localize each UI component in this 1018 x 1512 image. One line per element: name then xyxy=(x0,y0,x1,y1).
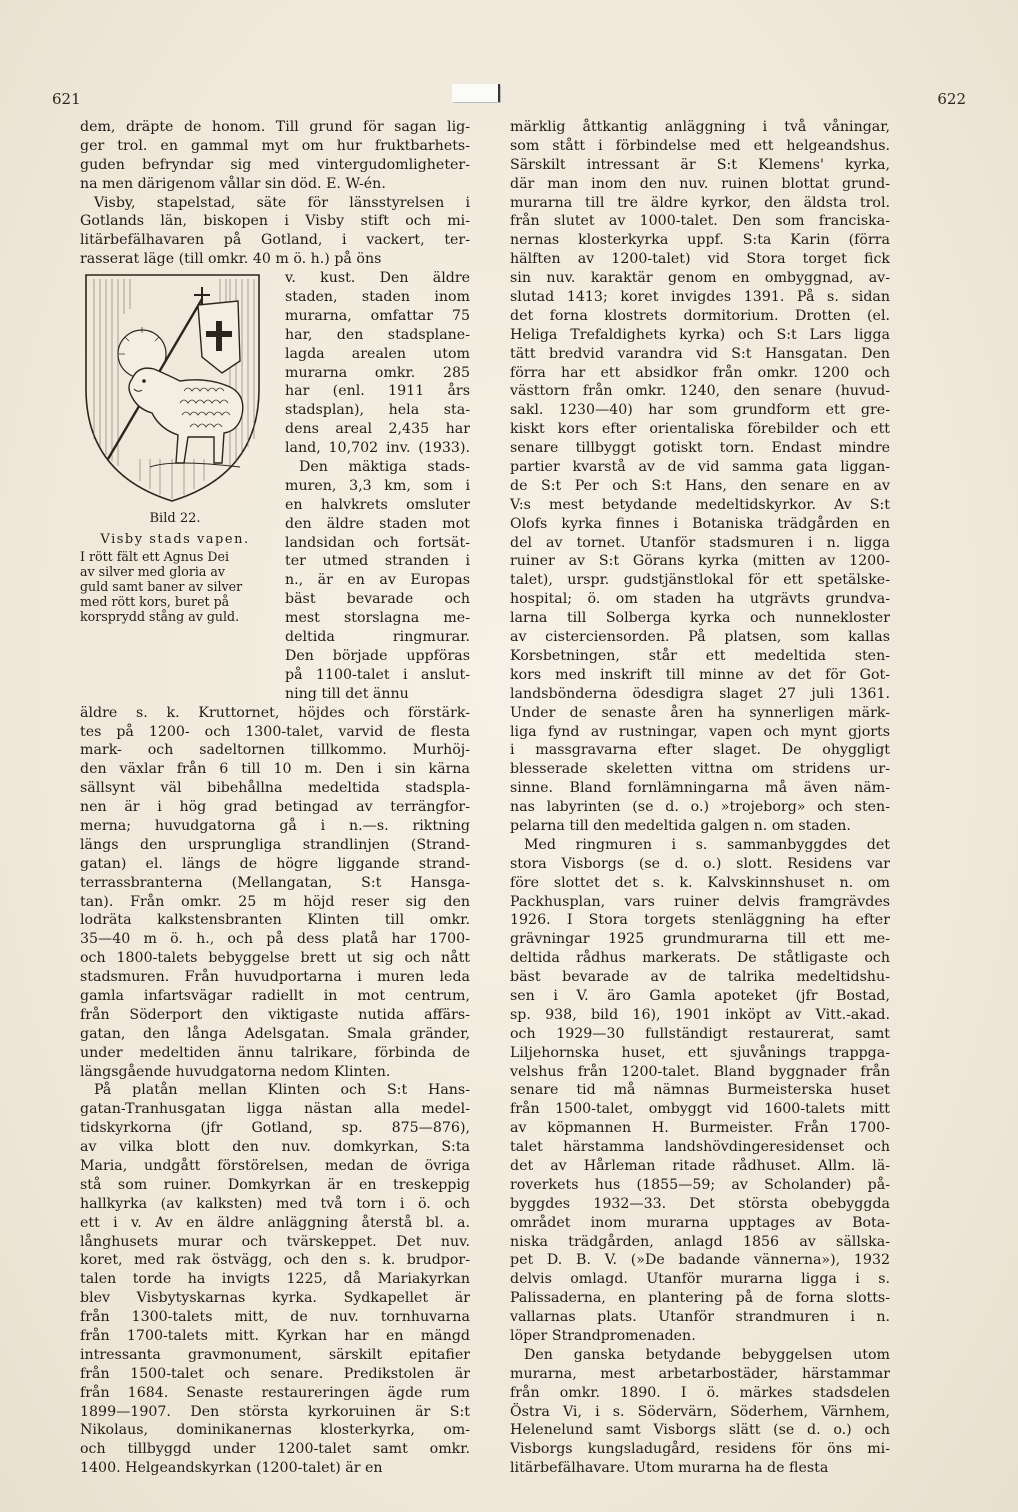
text-line: en halvkrets omsluter xyxy=(285,496,470,513)
text-line: under medeltiden ännu talrikare, förbinda de xyxy=(80,1044,470,1061)
text-line: från 1300-talets mitt, de nuv. tornhuvarna xyxy=(80,1309,470,1326)
text-line: från slutet av 1000-talet. Den som franciska- xyxy=(510,213,890,230)
text-line: Korsbetningen, står ett medeltida sten- xyxy=(510,647,890,664)
text-line: staden, staden inom xyxy=(285,289,470,306)
text-line: senare tillbyggt gotiskt torn. Endast mindre xyxy=(510,440,890,457)
text-line: från 1500-talet, ombyggt vid 1600-talets mitt xyxy=(510,1101,890,1118)
left-narrow-text xyxy=(285,269,470,703)
text-line: mest storslagna me- xyxy=(285,610,470,627)
text-line: tan). Från omkr. 25 m höjd reser sig den xyxy=(80,893,470,910)
text-line: landsbönderna ödesdigra slaget 27 juli 1361. xyxy=(510,685,890,702)
left-bottom-text xyxy=(80,704,470,1479)
text-line: bäst bevarade av de talrika medeltidshu- xyxy=(510,969,890,986)
text-line: sakl. 1230—40) har som grundform ett gre- xyxy=(510,402,890,419)
text-line: Maria, undgått förstörelsen, medan de övriga xyxy=(80,1157,470,1174)
text-line: stå som ruiner. Domkyrkan är en treskeppig xyxy=(80,1176,470,1193)
figure-caption-lines xyxy=(80,549,270,624)
text-line: sp. 938, bild 16), 1901 inköpt av Vitt.-akad. xyxy=(510,1006,890,1023)
text-line: gamla infartsvägar radiellt in mot centrum, xyxy=(80,987,470,1004)
left-column xyxy=(80,118,470,1478)
text-line: talet), urspr. gudstjänstlokal för ett spetälske- xyxy=(510,572,890,589)
text-line: där man inom den nuv. ruinen blottat grund- xyxy=(510,175,890,192)
text-line: stadsmuren. Från huvudportarna i muren leda xyxy=(80,969,470,986)
caption-line: av silver med gloria av xyxy=(80,564,226,580)
text-line: 35—40 m ö. h., och på dess platå har 1700- xyxy=(80,931,470,948)
text-line: den äldre staden mot xyxy=(285,515,470,532)
text-line: hospital; ö. om staden ha utgrävts grundva- xyxy=(510,591,890,608)
text-line: längs den ursprungliga strandlinjen (Strand- xyxy=(80,836,470,853)
text-line: roverkets hus (1855—59; av Scholander) på- xyxy=(510,1176,890,1193)
text-line: pelarna till den medeltida galgen n. om staden. xyxy=(510,817,851,834)
text-line: v. kust. Den äldre xyxy=(285,270,470,287)
text-line: ning till det ännu xyxy=(285,685,409,702)
text-line: det forna klostrets dormitorium. Drotten (el. xyxy=(510,307,890,324)
text-line: partier kvarstå av de vid samma gata liggan- xyxy=(510,459,890,476)
text-line: Palissaderna, en plantering på de forna slotts- xyxy=(510,1290,890,1307)
text-line: och 1929—30 fullständigt restaurerat, samt xyxy=(510,1025,890,1042)
caption-line: guld samt baner av silver xyxy=(80,579,243,595)
text-line: grävningar 1925 grundmurarna till ett me- xyxy=(510,931,890,948)
text-line: den växlar från 6 till 10 m. Den i sin kärna xyxy=(80,761,470,778)
text-line: litärbefälhavaren på Gotland, i vackert, ter- xyxy=(80,232,470,249)
text-line: tidskyrkorna (jfr Gotland, sp. 875—876), xyxy=(80,1120,470,1137)
text-line: lagda arealen utom xyxy=(285,345,470,362)
text-line: na men därigenom vållar sin död. E. W-én. xyxy=(80,175,386,192)
text-line: liga fynd av rustningar, vapen och mynt gjorts xyxy=(510,723,890,740)
text-line: från Söderport den viktigaste nutida affärs- xyxy=(80,1006,470,1023)
text-line: av cisterciensorden. På platsen, som kallas xyxy=(510,629,890,646)
text-line: sin nuv. karaktär genom en ombyggnad, av- xyxy=(510,270,890,287)
text-line: gatan-Tranhusgatan ligga nästan alla medel- xyxy=(80,1101,470,1118)
text-line: som stått i förbindelse med ett helgeandshus. xyxy=(510,137,890,154)
text-line: området inom murarna upptages av Bota- xyxy=(510,1214,890,1231)
text-line: nen är i hög grad betingad av terrängfor- xyxy=(80,799,470,816)
text-line: talet härstamma landshövdingeresidenset och xyxy=(510,1139,890,1156)
text-line: från 1500-talet och senare. Predikstolen är xyxy=(80,1365,470,1382)
text-line: sen i V. äro Gamla apoteket (jfr Bostad, xyxy=(510,987,890,1004)
right-column-text xyxy=(510,118,890,1478)
page-number-right: 622 xyxy=(937,90,966,108)
text-line: från 1684. Senaste restaureringen ägde rum xyxy=(80,1384,470,1401)
text-line: V:s mest betydande medeltidskyrkor. Av S:t xyxy=(510,496,890,513)
figure-coat-of-arms xyxy=(80,269,275,624)
text-line: de S:t Per och S:t Hans, den senare en av xyxy=(510,477,890,494)
text-line: mark- och sadeltornen tillkommo. Murhöj- xyxy=(80,742,470,759)
text-line: nernas klosterkyrka uppf. S:ta Karin (förra xyxy=(510,232,890,249)
text-line: ter utmed stranden i xyxy=(285,553,470,570)
text-line: murarna, mest arbetarbostäder, härstammar xyxy=(510,1365,890,1382)
text-line: deltida ringmurar. xyxy=(285,629,470,646)
text-line: längsgående huvudgatorna nedom Klinten. xyxy=(80,1063,391,1080)
text-line: Visborgs kungsladugård, residens för öns mi- xyxy=(510,1441,890,1458)
text-line: blev Visbytyskarnas kyrka. Sydkapellet är xyxy=(80,1290,470,1307)
caption-line: med rött kors, buret på xyxy=(80,594,230,610)
text-line: Gotlands län, biskopen i Visby stift och mi- xyxy=(80,213,470,230)
right-column xyxy=(510,118,890,1478)
text-line: Den började uppföras xyxy=(285,647,470,664)
caption-line: I rött fält ett Agnus Dei xyxy=(80,549,229,565)
text-line: Under de senaste åren ha synnerligen märk- xyxy=(510,704,890,721)
text-line: stora Visborgs (se d. o.) slott. Residens var xyxy=(510,855,890,872)
text-line: byggdes 1932—33. Det största obebyggda xyxy=(510,1195,890,1212)
text-line: Särskilt intressant är S:t Klemens' kyrka, xyxy=(510,156,890,173)
text-line: kiskt kors efter orientaliska förebilder och ett xyxy=(510,421,890,438)
page-number-left: 621 xyxy=(52,90,81,108)
text-line: delvis omlagd. Utanför murarna ligga i s. xyxy=(510,1271,890,1288)
text-line: stadsplan), hela sta- xyxy=(285,402,470,419)
text-line: murarna omkr. 285 xyxy=(285,364,470,381)
text-line: merna; huvudgatorna gå i n.—s. riktning xyxy=(80,817,470,834)
text-line: hallkyrka (av kalksten) med två torn i ö. och xyxy=(80,1195,470,1212)
text-line: av vilka blott den nuv. domkyrkan, S:ta xyxy=(80,1139,470,1156)
text-line: rasserat läge (till omkr. 40 m ö. h.) på öns xyxy=(80,251,382,268)
text-line: Nikolaus, dominikanernas klosterkyrka, om- xyxy=(80,1422,470,1439)
text-line: slutad 1413; koret invigdes 1391. På s. sidan xyxy=(510,289,890,306)
text-line: på 1100-talet i anslut- xyxy=(285,666,470,683)
figure-heading: Visby stads vapen. xyxy=(100,532,250,548)
text-line: vallarnas plats. Utanför strandmuren i n. xyxy=(510,1309,890,1326)
figure-caption xyxy=(80,511,270,624)
text-line: del av tornet. Utanför stadsmuren i n. ligga xyxy=(510,534,890,551)
text-line: Olofs kyrka finnes i Botaniska trädgården en xyxy=(510,515,890,532)
text-line: Den mäktiga stads- xyxy=(299,459,470,476)
text-line: sinne. Bland fornlämningarna må även näm- xyxy=(510,780,890,797)
text-line: före slottet det s. k. Kalvskinnshuset n. om xyxy=(510,874,890,891)
text-line: niska trädgården, anlagd 1856 av sällska- xyxy=(510,1233,890,1250)
text-line: 1926. I Stora torgets stenläggning ha efter xyxy=(510,912,890,929)
text-line: Med ringmuren i s. sammanbyggdes det xyxy=(524,836,890,853)
text-line: deltida rådhus markerats. De ståtligaste och xyxy=(510,950,890,967)
text-line: pet D. B. V. (»De badande vännerna»), 1932 xyxy=(510,1252,890,1269)
text-line: från omkr. 1890. I ö. märkes stadsdelen xyxy=(510,1384,890,1401)
text-line: Visby, stapelstad, säte för länsstyrelsen i xyxy=(94,194,470,211)
text-line: västtorn från omkr. 1240, den senare (huvud- xyxy=(510,383,890,400)
text-line: senare tid må nämnas Burmeisterska huset xyxy=(510,1082,890,1099)
text-line: Östra Vi, i s. Södervärn, Söderhem, Värnhem, xyxy=(510,1403,890,1420)
text-line: dens areal 2,435 har xyxy=(285,421,470,438)
text-line: tes på 1200- och 1300-talet, varvid de flesta xyxy=(80,723,470,740)
text-line: land, 10,702 inv. (1933). xyxy=(285,440,470,457)
text-line: ett i v. Av en äldre anläggning återstå bl. a. xyxy=(80,1214,470,1231)
text-line: ruiner av S:t Görans kyrka (mitten av 1200- xyxy=(510,553,890,570)
text-line: hälften av 1200-talet) vid Stora torget fick xyxy=(510,251,890,268)
text-line: gatan) el. längs de högre liggande strand- xyxy=(80,855,470,872)
visby-coat-of-arms-emblem xyxy=(80,269,265,509)
figure-label: Bild 22. xyxy=(149,511,201,527)
text-line: blesserade skeletten vittna om stridens ur- xyxy=(510,761,890,778)
text-line: Den ganska betydande bebyggelsen utom xyxy=(524,1346,890,1363)
text-line: löper Strandpromenaden. xyxy=(510,1328,696,1344)
text-line: larna till Solberga kyrka och nunnekloster xyxy=(510,610,890,627)
text-line: Packhusplan, vars ruiner delvis framgrävdes xyxy=(510,893,890,910)
left-top-text xyxy=(80,118,470,269)
text-line: långhusets murar och tvärskeppet. Det nuv. xyxy=(80,1233,470,1250)
text-line: har, den stadsplane- xyxy=(285,326,470,343)
text-line: murarna till tre äldre kyrkor, den äldsta trol. xyxy=(510,194,890,211)
text-line: äldre s. k. Kruttornet, höjdes och förstärk- xyxy=(80,704,470,721)
text-line: intressanta gravmonument, särskilt epitafier xyxy=(80,1346,470,1363)
text-line: terrassbranterna (Mellangatan, S:t Hansga- xyxy=(80,874,470,891)
text-line: i massgravarna efter slaget. De ohyggligt xyxy=(510,742,890,759)
text-line: gatan, den långa Adelsgatan. Smala gränder, xyxy=(80,1025,470,1042)
text-line: landsidan och fortsät- xyxy=(285,534,470,551)
text-line: det av Hårleman ritade rådhuset. Allm. lä- xyxy=(510,1157,890,1174)
index-tab xyxy=(452,84,500,102)
text-line: muren, 3,3 km, som i xyxy=(285,477,470,494)
text-line: från 1700-talets mitt. Kyrkan har en mängd xyxy=(80,1328,470,1344)
text-line: Heliga Trefaldighets kyrka) och S:t Lars ligga xyxy=(510,326,890,343)
text-line: dem, dräpte de honom. Till grund för sagan lig- xyxy=(80,119,470,135)
text-line: 1400. Helgeandskyrkan (1200-talet) är en xyxy=(80,1460,383,1477)
text-line: koret, med rak östvägg, och den s. k. brudpor- xyxy=(80,1252,470,1269)
text-line: sällsynt väl bibehållna medeltida stadspla- xyxy=(80,780,470,797)
text-line: tätt bredvid varandra vid S:t Hansgatan. Den xyxy=(510,345,890,362)
text-line: guden befryndar sig med vintergudomligheter- xyxy=(80,156,470,173)
text-line: murarna, omfattar 75 xyxy=(285,307,470,324)
text-line: bäst bevarade och xyxy=(285,591,470,608)
text-line: n., är en av Europas xyxy=(285,572,470,589)
text-line: och tillbyggd under 1200-talet samt omkr. xyxy=(80,1441,470,1458)
text-line: av köpmannen H. Burmeister. Från 1700- xyxy=(510,1120,890,1137)
text-line: På platån mellan Klinten och S:t Hans- xyxy=(94,1082,470,1099)
text-line: kors med inskrift till minne av det för Got- xyxy=(510,666,890,683)
text-line: talen torde ha invigts 1225, då Mariakyrkan xyxy=(80,1271,470,1288)
text-line: lodräta kalkstensbranten Klinten till omkr. xyxy=(80,912,470,929)
text-line: velshus från 1200-talet. Bland byggnader från xyxy=(510,1063,890,1080)
text-line: Liljehornska huset, ett sjuvånings trappga- xyxy=(510,1044,890,1061)
text-line: förra har ett absidkor från omkr. 1200 och xyxy=(510,364,890,381)
text-line: har (enl. 1911 års xyxy=(285,383,470,400)
text-line: Helenelund samt Visborgs slätt (se d. o.) och xyxy=(510,1422,890,1439)
text-line: 1899—1907. Den största kyrkoruinen är S:t xyxy=(80,1403,470,1420)
text-line: nas labyrinten (se d. o.) »trojeborg» och sten- xyxy=(510,799,890,816)
text-line: ger trol. en gammal myt om hur fruktbarhets- xyxy=(80,137,470,154)
figure-wrap-block xyxy=(80,269,470,703)
caption-line: korsprydd stång av guld. xyxy=(80,609,240,625)
text-line: märklig åttkantig anläggning i två våningar, xyxy=(510,119,890,135)
text-line: litärbefälhavare. Utom murarna ha de flesta xyxy=(510,1460,829,1477)
text-line: och 1800-talets bebyggelse brett ut sig och nått xyxy=(80,950,470,967)
